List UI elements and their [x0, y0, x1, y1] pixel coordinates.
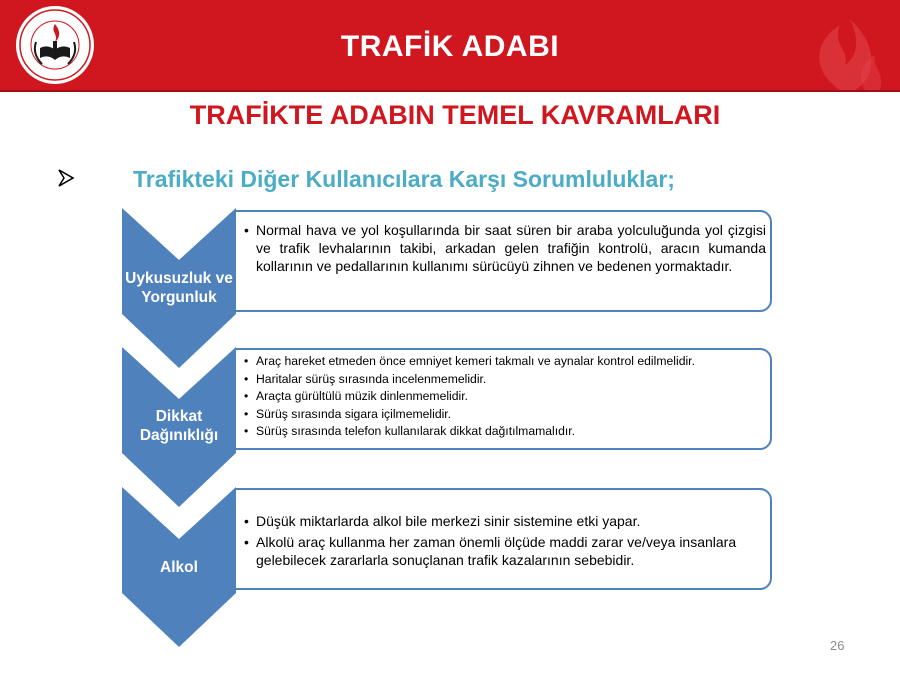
list-item: • Haritalar sürüş sırasında incelenmemelidir.	[238, 371, 766, 389]
group-label-uykusuzluk: Uykusuzluk ve Yorgunluk	[125, 270, 233, 306]
section-heading: Trafikteki Diğer Kullanıcılara Karşı Sorumluluklar;	[133, 166, 675, 192]
flame-decoration-icon	[770, 0, 900, 90]
header-bar	[0, 0, 900, 92]
list-item: • Düşük miktarlarda alkol bile merkezi sinir sistemine etki yapar.	[238, 512, 766, 530]
slide-subtitle: TRAFİKTE ADABIN TEMEL KAVRAMLARI	[189, 100, 721, 130]
list-item: • Alkolü araç kullanma her zaman önemli ölçüde maddi zarar ve/veya insanlara gelebilecek zararlarla sonuçlanan trafik kazalarının sebebidir.	[238, 533, 766, 569]
group-box-dikkat	[236, 348, 772, 450]
group-label-alkol: Alkol	[160, 559, 198, 576]
list-item: • Sürüş sırasında telefon kullanılarak dikkat dağıtılmamalıdır.	[238, 423, 766, 441]
list-item: • Araçta gürültülü müzik dinlenmemelidir.	[238, 388, 766, 406]
header-title: TRAFİK ADABI	[340, 30, 560, 63]
group-label-dikkat: Dikkat Dağınıklığı	[139, 408, 219, 444]
group-box-uykusuzluk	[236, 210, 772, 312]
list-item: • Sürüş sırasında sigara içilmemelidir.	[238, 406, 766, 424]
page-number: 26	[830, 638, 845, 653]
group-box-alkol	[236, 488, 772, 590]
list-item: • Normal hava ve yol koşullarında bir saat süren bir araba yolculuğunda yol çizgisi ve trafik levhalarının takibi, arkadan gelen trafiğin kontrolü, aracın kumanda kollarının ve pedallarının kullanımı sürücüyü zihnen ve bedenen yormaktadır.	[238, 221, 766, 275]
list-item: • Araç hareket etmeden önce emniyet kemeri takmalı ve aynalar kontrol edilmelidir.	[238, 353, 766, 371]
arrow-bullet-icon	[57, 168, 77, 188]
